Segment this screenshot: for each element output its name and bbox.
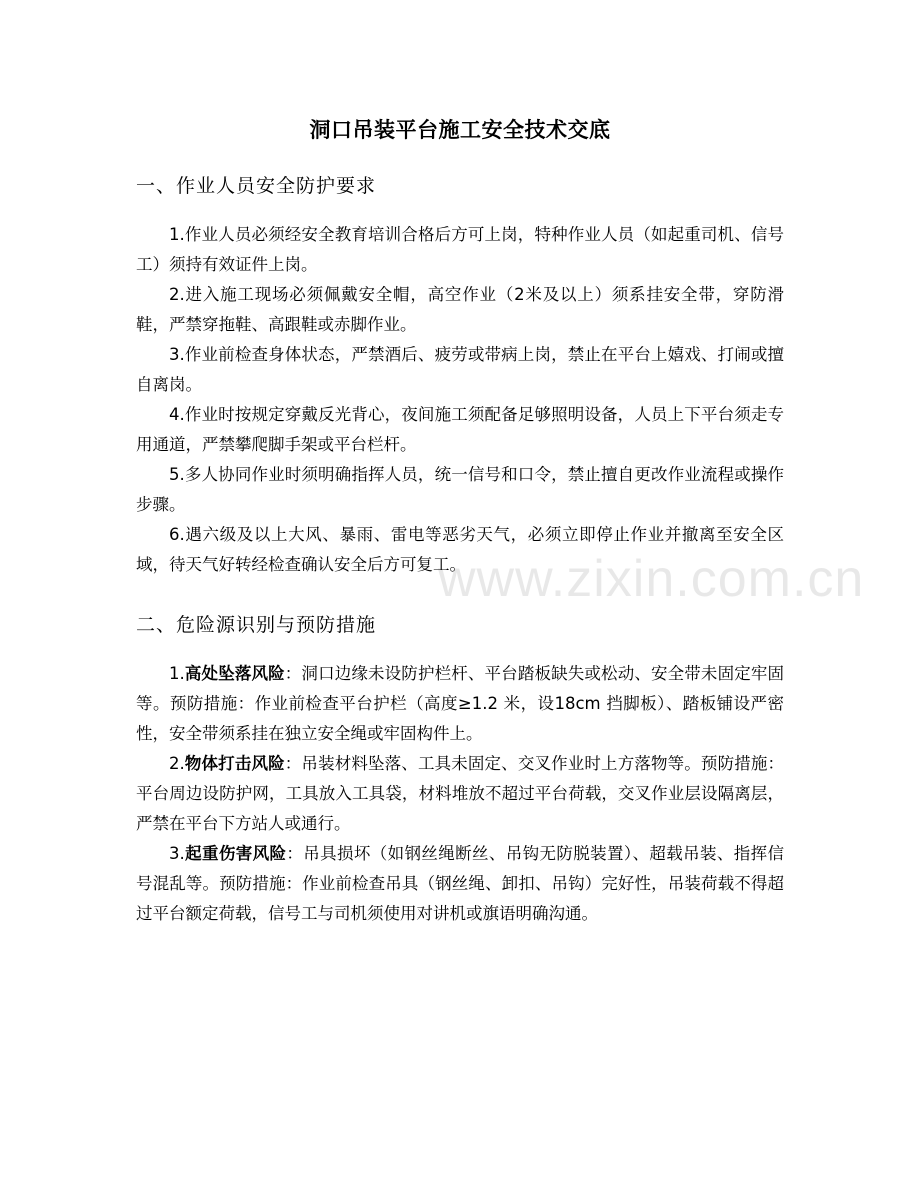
list-item — [136, 340, 796, 400]
item-number: 3. — [169, 844, 185, 863]
list-item — [136, 839, 796, 929]
list-item — [136, 400, 796, 460]
document-title: 洞口吊装平台施工安全技术交底 — [309, 118, 611, 142]
section-hazard-identification — [136, 610, 796, 929]
hazard-name: 起重伤害风险 — [184, 844, 287, 863]
watermark: www.zixin.com.cn — [438, 550, 865, 608]
section-safety-protection — [136, 171, 796, 580]
item-text: 进入施工现场必须佩戴安全帽，高空作业（2米及以上）须系挂安全带，穿防滑鞋，严禁穿拖鞋、高跟鞋或赤脚作业。 — [136, 285, 784, 334]
item-text: ：吊装材料坠落、工具未固定、交叉作业时上方落物等。预防措施：平台周边设防护网，工具放入工具袋，材料堆放不超过平台荷载，交叉作业层设隔离层，严禁在平台下方站人或通行。 — [136, 754, 785, 833]
item-text: ：吊具损坏（如钢丝绳断丝、吊钩无防脱装置）、超载吊装、指挥信号混乱等。预防措施：作业前检查吊具（钢丝绳、卸扣、吊钩）完好性，吊装荷载不得超过平台额定荷载，信号工与司机须使用对讲机或旗语明确沟通。 — [136, 844, 784, 923]
list-item — [136, 280, 796, 340]
item-number: 6. — [169, 525, 185, 544]
item-number: 5. — [169, 465, 185, 484]
item-number: 2. — [169, 754, 185, 773]
item-text: 遇六级及以上大风、暴雨、雷电等恶劣天气，必须立即停止作业并撤离至安全区域，待天气好转经检查确认安全后方可复工。 — [136, 525, 784, 574]
hazard-name: 物体打击风险 — [184, 754, 285, 773]
requirement-list — [136, 220, 796, 580]
list-item — [136, 749, 796, 839]
item-text: 作业人员必须经安全教育培训合格后方可上岗，特种作业人员（如起重司机、信号工）须持有效证件上岗。 — [136, 225, 784, 274]
section-heading: 二、危险源识别与预防措施 — [136, 614, 377, 636]
list-item — [136, 220, 796, 280]
item-text: 作业前检查身体状态，严禁酒后、疲劳或带病上岗，禁止在平台上嬉戏、打闹或擅自离岗。 — [136, 345, 784, 394]
item-number: 2. — [169, 285, 185, 304]
item-text: ：洞口边缘未设防护栏杆、平台踏板缺失或松动、安全带未固定牢固等。预防措施：作业前检查平台护栏（高度≥1.2 米，设18cm 挡脚板）、踏板铺设严密性，安全带须系挂在独立安全绳或牢固构件上。 — [136, 664, 785, 743]
item-number: 3. — [169, 345, 185, 364]
list-item — [136, 520, 796, 580]
list-item — [136, 460, 796, 520]
item-text: 作业时按规定穿戴反光背心，夜间施工须配备足够照明设备，人员上下平台须走专用通道，严禁攀爬脚手架或平台栏杆。 — [136, 405, 784, 454]
hazard-name: 高处坠落风险 — [184, 664, 285, 683]
item-number: 1. — [169, 664, 185, 683]
list-item — [136, 659, 796, 749]
section-heading: 一、作业人员安全防护要求 — [136, 175, 377, 197]
hazard-list — [136, 659, 796, 929]
item-number: 4. — [169, 405, 185, 424]
item-text: 多人协同作业时须明确指挥人员，统一信号和口令，禁止擅自更改作业流程或操作步骤。 — [136, 465, 784, 514]
item-number: 1. — [169, 225, 185, 244]
